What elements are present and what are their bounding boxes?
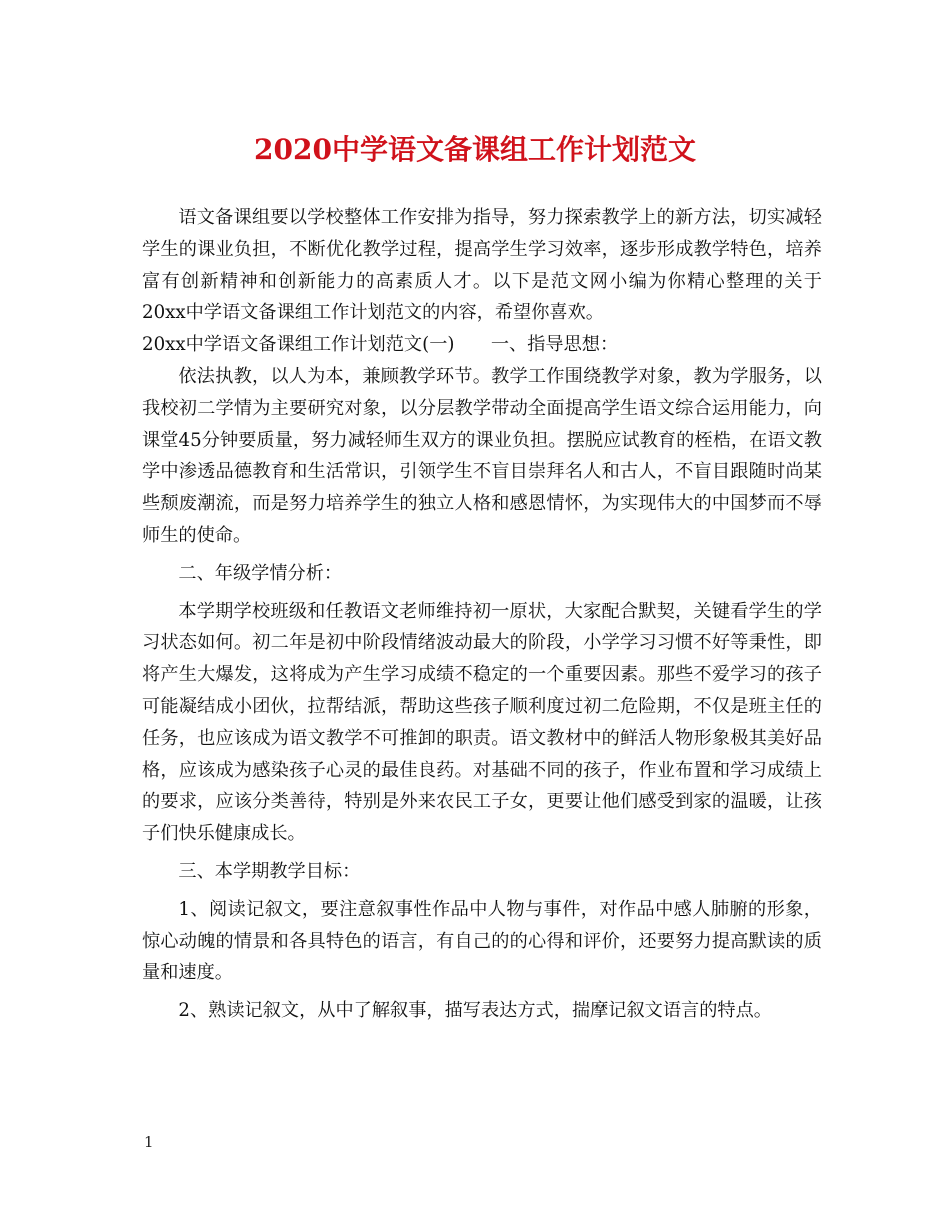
document-body [142,202,822,1033]
goal-item-1: 1、阅读记叙文，要注意叙事性作品中人物与事件，对作品中感人肺腑的形象，惊心动魄的情景和各具特色的语言，有自己的的心得和评价，还要努力提高默读的质量和速度。 [142,898,822,984]
intro-paragraph: 语文备课组要以学校整体工作安排为指导，努力探索教学上的新方法，切实减轻学生的课业负担，不断优化教学过程，提高学生学习效率，逐步形成教学特色，培养富有创新精神和创新能力的高素质人才。以下是范文网小编为你精心整理的关于20xx中学语文备课组工作计划范文的内容，希望你喜欢。 [142,207,822,324]
document-title: 2020中学语文备课组工作计划范文 [254,133,696,166]
goal-item-2: 2、熟读记叙文，从中了解叙事，描写表达方式，揣摩记叙文语言的特点。 [178,1000,772,1022]
section1-paragraph: 依法执教，以人为本，兼顾教学环节。教学工作围绕教学对象，教为学服务，以我校初二学情为主要研究对象，以分层教学带动全面提高学生语文综合运用能力，向课堂45分钟要质量，努力减轻师生双方的课业负担。摆脱应试教育的桎梏，在语文教学中渗透品德教育和生活常识，引领学生不盲目崇拜名人和古人，不盲目跟随时尚某些颓废潮流，而是努力培养学生的独立人格和感恩情怀，为实现伟大的中国梦而不辱师生的使命。 [142,365,822,546]
subtitle-line: 20xx中学语文备课组工作计划范文(一) 一、指导思想： [142,334,619,356]
section2-paragraph: 本学期学校班级和任教语文老师维持初一原状，大家配合默契，关键看学生的学习状态如何。初二年是初中阶段情绪波动最大的阶段，小学学习习惯不好等秉性，即将产生大爆发，这将成为产生学习成绩不稳定的一个重要因素。那些不爱学习的孩子可能凝结成小团伙，拉帮结派，帮助这些孩子顺利度过初二危险期，不仅是班主任的任务，也应该成为语文教学不可推卸的职责。语文教材中的鲜活人物形象极其美好品格，应该成为感染孩子心灵的最佳良药。对基础不同的孩子，作业布置和学习成绩上的要求，应该分类善待，特别是外来农民工子女，更要让他们感受到家的温暖，让孩子们快乐健康成长。 [142,600,822,845]
page-number: 1 [144,1133,154,1151]
section2-heading: 二、年级学情分析： [178,562,343,584]
section3-heading: 三、本学期教学目标： [178,860,361,882]
